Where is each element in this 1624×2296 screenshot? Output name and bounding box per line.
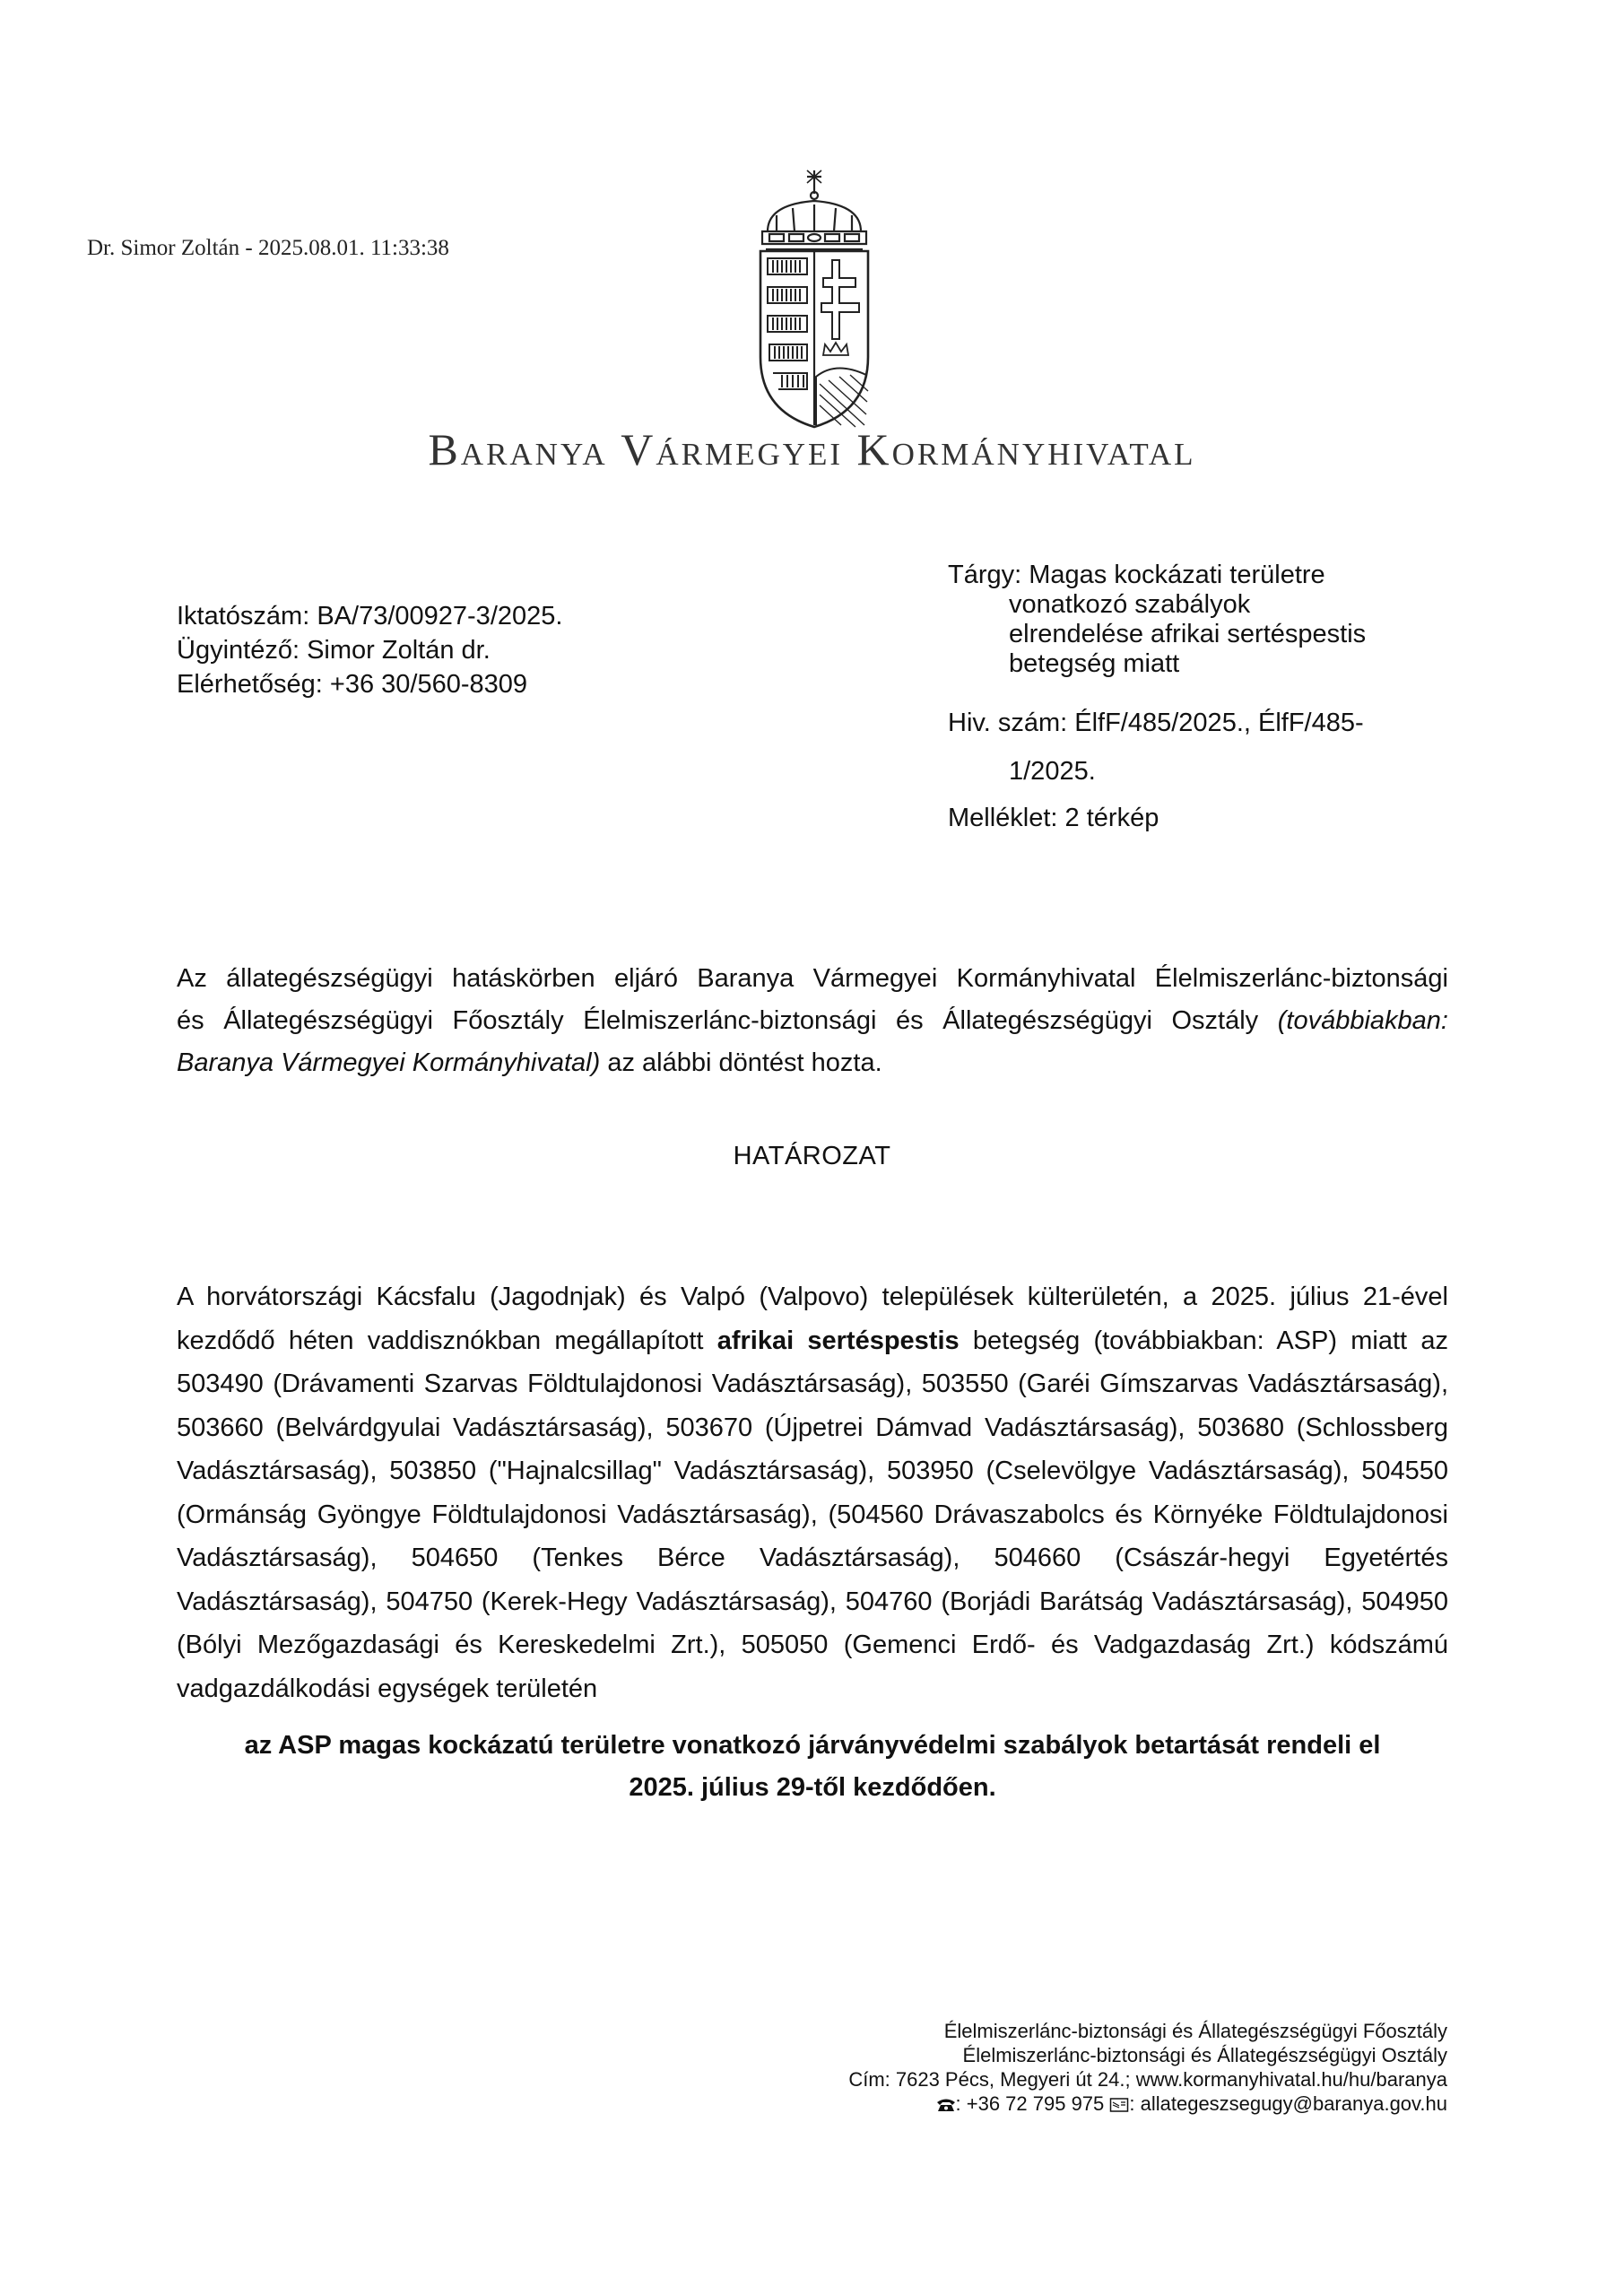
order-line-1: az ASP magas kockázatú területre vonatkozó járványvédelmi szabályok betartását rendeli el bbox=[244, 1731, 1381, 1760]
footer-contact bbox=[461, 2019, 1447, 2116]
reference-number-cont: 1/2025. bbox=[1009, 757, 1096, 786]
intro-line-3: Baranya Vármegyei Kormányhivatal) az alábbi döntést hozta. bbox=[177, 1048, 882, 1077]
decision-heading: HATÁROZAT bbox=[733, 1142, 891, 1170]
coat-of-arms-emblem bbox=[750, 169, 880, 433]
decision-paragraph: A horvátországi Kácsfalu (Jagodnjak) és Valpó (Valpovo) települések külterületén, a 2025. július 21-ével kezdődő héten vaddisznókban megállapított afrikai sertéspestis betegség (továbbiakban: ASP) miatt az 503490 (Drávamenti Szarvas Földtulajdonosi Vadásztársaság), 503550 (Garéi Gímszarvas Vadásztársaság), 503660 (Belvárdgyulai Vadásztársaság), 503670 (Újpetrei Dámvad Vadásztársaság), 503680 (Schlossberg Vadásztársaság), 503850 ("Hajnalcsillag" Vadásztársaság), 503950 (Cselevölgye Vadásztársaság), 504550 (Ormánság Gyöngye Földtulajdonosi Vadásztársaság), (504560 Drávaszabolcs és Környéke Földtulajdonosi Vadásztársaság), 504650 (Tenkes Bérce Vadásztársaság), 504660 (Császár-hegyi Egyetértés Vadásztársaság), 504750 (Kerek-Hegy Vadásztársaság), 504760 (Borjádi Barátság Vadásztársaság), 504950 (Bólyi Mezőgazdasági és Kereskedelmi Zrt.), 505050 (Gemenci Erdő- és Vadgazdaság Zrt.) kódszámú vadgazdálkodási egységek területén bbox=[177, 1283, 1448, 1703]
footer-phone-email: : +36 72 795 975 : allategeszsegugy@baranya.gov.hu bbox=[461, 2092, 1447, 2116]
intro-line-2: és Állategészségügyi Főosztály Élelmiszerlánc-biztonsági és Állategészségügyi Osztály (továbbiakban: bbox=[177, 1006, 1448, 1035]
attachment: Melléklet: 2 térkép bbox=[948, 804, 1159, 832]
footer-division: Élelmiszerlánc-biztonsági és Állategészségügyi Osztály bbox=[962, 2044, 1447, 2066]
email-icon bbox=[1109, 2097, 1129, 2113]
order-statement bbox=[177, 1725, 1448, 1809]
reference-number: Hiv. szám: ÉlfF/485/2025., ÉlfF/485- bbox=[948, 709, 1364, 737]
registration-number: Iktatószám: BA/73/00927-3/2025. bbox=[177, 602, 563, 631]
subject-block bbox=[948, 561, 1414, 840]
footer-department: Élelmiszerlánc-biztonsági és Állategészségügyi Főosztály bbox=[943, 2020, 1447, 2042]
office-title: Baranya Vármegyei Kormányhivatal bbox=[428, 424, 1196, 474]
footer-address: Cím: 7623 Pécs, Megyeri út 24.; www.kormanyhivatal.hu/hu/baranya bbox=[848, 2068, 1447, 2091]
document-metadata bbox=[177, 599, 562, 701]
case-officer: Ügyintéző: Simor Zoltán dr. bbox=[177, 636, 491, 665]
intro-line-1: Az állategészségügyi hatáskörben eljáró Baranya Vármegyei Kormányhivatal Élelmiszerlánc-biztonsági bbox=[177, 964, 1448, 993]
phone-icon bbox=[936, 2097, 956, 2113]
digital-signature-stamp: Dr. Simor Zoltán - 2025.08.01. 11:33:38 bbox=[87, 236, 449, 260]
contact-phone: Elérhetőség: +36 30/560-8309 bbox=[177, 670, 528, 699]
intro-paragraph bbox=[177, 958, 1448, 1084]
subject-line-2: vonatkozó szabályok bbox=[1009, 590, 1251, 619]
order-line-2: 2025. július 29-től kezdődően. bbox=[629, 1773, 996, 1802]
subject-line-1: Tárgy: Magas kockázati területre bbox=[948, 561, 1325, 589]
subject-line-3: elrendelése afrikai sertéspestis bbox=[1009, 620, 1367, 648]
disease-name: afrikai sertéspestis bbox=[716, 1326, 960, 1355]
subject-line-4: betegség miatt bbox=[1009, 649, 1180, 678]
